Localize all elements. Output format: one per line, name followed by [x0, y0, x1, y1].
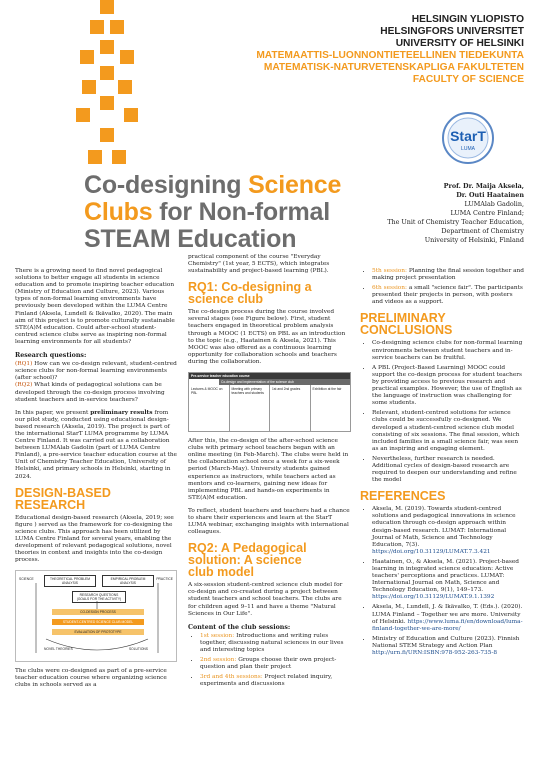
- diagram-research-questions-box: RESEARCH QUESTIONS (GOALS FOR THE ACTIVITY): [72, 591, 126, 603]
- diagram-science-label: SCIENCE: [19, 577, 34, 582]
- list-item: • 1st session: Introductions and writing rules together, discussing natural sciences in our lives and interesting topics: [200, 633, 351, 654]
- list-item: • A PBL (Project-Based Learning) MOOC could support the co-design process for student teachers by providing access to previous research and practical examples. However, the use of English as the language of instruction was challenging for some students.: [372, 365, 525, 408]
- list-item: • Ministry of Education and Culture (2023). Finnish National STEM Strategy and Action Plan http://urn.fi/URN:ISBN:978-952-263-735-8: [372, 636, 525, 657]
- university-name-en: UNIVERSITY OF HELSINKI: [395, 38, 524, 49]
- affiliation-5: University of Helsinki, Finland: [424, 236, 524, 244]
- university-name-fi: HELSINGIN YLIOPISTO: [411, 14, 524, 25]
- reference-link[interactable]: https://doi.org/10.31129/LUMAT.7.3.421: [372, 548, 491, 555]
- title-part3: Clubs: [84, 198, 153, 226]
- diagram-solutions: SOLUTIONS: [128, 647, 148, 652]
- dbr-paragraph: Educational design-based research (Aksela, 2019; see figure ) served as the framework for co-designing the science clubs. This approach has been utilized by LUMA Centre Finland for several years, enabling the development of relevant pedagogical solutions, novel theories in context and insights into the co-design process.: [15, 514, 174, 564]
- course-paragraph: practical component of the course "Everyday Chemistry" (1st year, 5 ECTS), which integrates sustainability and project-based learning (PBL).: [188, 254, 330, 275]
- table-col-1: Lectures & MOOC on PBL: [189, 385, 230, 431]
- affiliation-2: LUMA Centre Finland;: [450, 209, 524, 217]
- rq1-label: (RQ1): [15, 361, 33, 368]
- poster-title: [84, 172, 344, 253]
- table-col-2: Meeting with primary teachers and students: [230, 385, 271, 431]
- research-questions-heading: Research questions:: [15, 352, 87, 360]
- list-item: • Nevertheless, further research is needed. Additional cycles of design-based research are required to deepen our understanding and refine the model: [372, 456, 525, 484]
- table-subtitle: Co-design and implementation of the science club: [219, 379, 350, 385]
- column-3: [360, 268, 525, 660]
- university-flame-logo: [60, 0, 170, 178]
- dbr-heading: DESIGN-BASED RESEARCH: [15, 485, 111, 512]
- sessions-list: [188, 633, 351, 689]
- paragraph2-c: from our pilot study, conducted using educational design-based research (Aksela, 2019). The project is part of the international StarT LUMA programme by LUMA Centre Finland. It was carried out as a collaboration between LUMAlab Gadolin (part of LUMA Centre Finland), a pre-service teacher education course at the Unit of Chemistry Teacher Education, University of Helsinki, and primary schools in Helsinki, starting in 2024.: [15, 409, 177, 480]
- sessions-heading: Content of the club sessions:: [188, 623, 291, 631]
- rq1-paragraph: The co-design process during the course involved several stages (see Figure below). First, student teachers engaged in theoretical problem analysis through a MOOC (1 ECTS) on PBL as an introduction to the topic (e.g., Haatainen & Aksela, 2021). This MOOC was also offered as a continuous learning opportunity for collaboration schools and teachers during the collaboration.: [188, 309, 346, 365]
- paragraph2-b: preliminary results: [90, 409, 153, 416]
- reference-link[interactable]: https://www.luma.fi/en/download/luma-finland-together-we-are-more/: [372, 618, 523, 632]
- start-logo-text: StarT: [450, 128, 486, 144]
- dbr-diagram: [15, 570, 177, 662]
- list-item: • 2nd session: Groups choose their own project-question and plan their project: [200, 657, 351, 671]
- list-item: • Relevant, student-centred solutions for science clubs could be successfully co-designed. We developed a student-centred science club model consisting of six sessions. The final session, which included families in a small science fair, was seen as an inspiring and engaging element.: [372, 410, 525, 453]
- rq1-heading: RQ1: Co-designing a science club: [188, 280, 312, 307]
- university-name-sv: HELSINGFORS UNIVERSITET: [380, 26, 524, 37]
- intro-paragraph: There is a growing need to find novel pedagogical solutions to better engage all students in science education and to promote inspiring teacher education (Ministry of Education and Culture, 2023). Various types of non-formal learning environments have previously been developed within the LUMA Centre Finland (Aksela, Lundell & Ikävalko, 2020). The main aim of this project is to promote culturally sustainable STE(A)M education. Could after-school student-centred science clubs serve as inspiring non-formal learning environments for all students?: [15, 268, 175, 345]
- list-item: • Haatainen, O., & Aksela, M. (2021). Project-based learning in integrated science education: Active teachers' perceptions and practices. LUMAT: International Journal on Math, Science and Technology Education, 9(1), 149–173. https://doi.org/10.31129/LUMAT.9.1.1392: [372, 559, 525, 602]
- diagram-model-box: STUDENT-CENTRED SCIENCE CLUB MODEL: [52, 619, 144, 625]
- faculty-name-fi: MATEMAATTIS-LUONNONTIETEELLINEN TIEDEKUNTA: [256, 50, 524, 61]
- conclusions-list: [360, 340, 525, 484]
- list-item: • Aksela, M. (2019). Towards student-centred solutions and pedagogical innovations in science education through co-design approach within design-based research. LUMAT: International Journal of Math, Science and Technology Education, 7(3). https://doi.org/10.31129/LUMAT.7.3.421: [372, 506, 525, 556]
- rq2-label: (RQ2): [15, 382, 33, 389]
- title-part5: STEAM Education: [84, 225, 297, 253]
- after-table-paragraph: After this, the co-design of the after-school science clubs with primary school teachers began with an online meeting (in Feb-March). The clubs were held in the collaboration school once a week for a six-week period (March-May). University students gained experience as instructors, while teachers acted as mentors and co-learners, gaining new ideas for implementing PBL and hands-on experiments in STE(A)M education.: [188, 438, 349, 501]
- start-logo: [440, 110, 496, 166]
- diagram-codesign-box: CO-DESIGN PROCESS: [52, 609, 144, 615]
- university-header: [256, 14, 524, 86]
- reference-link[interactable]: https://doi.org/10.31129/LUMAT.9.1.1392: [372, 594, 495, 601]
- start-logo-subtext: LUMA: [461, 146, 475, 152]
- diagram-practice-label: PRACTICE: [156, 577, 173, 582]
- list-item: • 3rd and 4th sessions: Project related inquiry, experiments and discussions: [200, 674, 351, 688]
- reflect-paragraph: To reflect, student teachers and teachers had a chance to share their experiences and learn at the StarT LUMA webinar, exchanging insights with international colleagues.: [188, 507, 350, 536]
- title-part4: for Non-formal: [152, 198, 330, 226]
- faculty-name-en: FACULTY OF SCIENCE: [412, 74, 524, 85]
- affiliation-4: Department of Chemistry: [441, 227, 524, 235]
- rq2-heading: RQ2: A Pedagogical solution: A science club model: [188, 541, 307, 580]
- author-names: Prof. Dr. Maija Aksela,: [443, 182, 524, 190]
- closing-paragraph: The clubs were co-designed as part of a pre-service teacher education course where organizing science clubs in schools served as a: [15, 668, 167, 689]
- authors-block: [354, 182, 524, 245]
- table-col-3: 1st and 2nd grades: [270, 385, 311, 431]
- diagram-theoretical-box: THEORETICAL PROBLEM ANALYSIS: [44, 575, 96, 587]
- title-part1: Co-designing: [84, 171, 249, 199]
- author-names-2: Dr. Outi Haatainen: [456, 191, 524, 199]
- column-2: [188, 254, 351, 691]
- rq2-text: What kinds of pedagogical solutions can be developed through the co-design process involving student teachers and in-service teachers?: [15, 382, 165, 403]
- affiliation-3: The Unit of Chemistry Teacher Education,: [387, 218, 524, 226]
- rq1-text: How can we co-design relevant, student-centred science clubs for non-formal learning environments (after school)?: [15, 361, 177, 382]
- faculty-name-sv: MATEMATISK-NATURVETENSKAPLIGA FAKULTETEN: [263, 62, 524, 73]
- list-item: • Aksela, M., Lundell, J. & Ikävalko, T. (Eds.). (2020). LUMA Finland – Together we are more. University of Helsinki. https://www.luma.fi/en/download/luma-finland-together-we-are-more/: [372, 604, 525, 632]
- column-1: [15, 268, 177, 696]
- affiliation-1: LUMAlab Gadolin,: [464, 200, 524, 208]
- diagram-empirical-box: EMPIRICAL PROBLEM ANALYSIS: [102, 575, 154, 587]
- diagram-arrows: [16, 571, 176, 661]
- paragraph2-a: In this paper, we present: [15, 409, 91, 416]
- list-item: • 5th session: Planning the final session together and making project presentation: [372, 268, 525, 282]
- reference-link[interactable]: http://urn.fi/URN:ISBN:978-952-263-735-8: [372, 650, 498, 657]
- rq2-paragraph: A six-session student-centred science club model for co-design and co-created during a project between student teachers and school teachers. The clubs are for children aged 9–11 and have a theme "Natural Sciences in Our Life".: [188, 582, 343, 617]
- sessions-list-cont: [360, 268, 525, 306]
- table-col-4: Exhibition at the fair: [312, 387, 342, 392]
- title-part2: Science: [248, 171, 342, 199]
- references-list: [360, 506, 525, 657]
- list-item: • Co-designing science clubs for non-formal learning environments between student teachers and in-service teachers can be fruitful.: [372, 340, 525, 361]
- codesign-table-figure: [188, 372, 351, 432]
- list-item: • 6th session: a small "science fair". The participants presented their projects in person, with posters and videos as a support.: [372, 285, 525, 306]
- conclusions-heading: PRELIMINARY CONCLUSIONS: [360, 311, 453, 338]
- table-title: Pre-service teacher education course: [189, 373, 350, 379]
- references-heading: REFERENCES: [360, 489, 446, 504]
- diagram-evaluation-box: EVALUATION OF PROTOTYPE: [52, 629, 144, 635]
- diagram-novel-theories: NOVEL THEORIES: [44, 647, 73, 652]
